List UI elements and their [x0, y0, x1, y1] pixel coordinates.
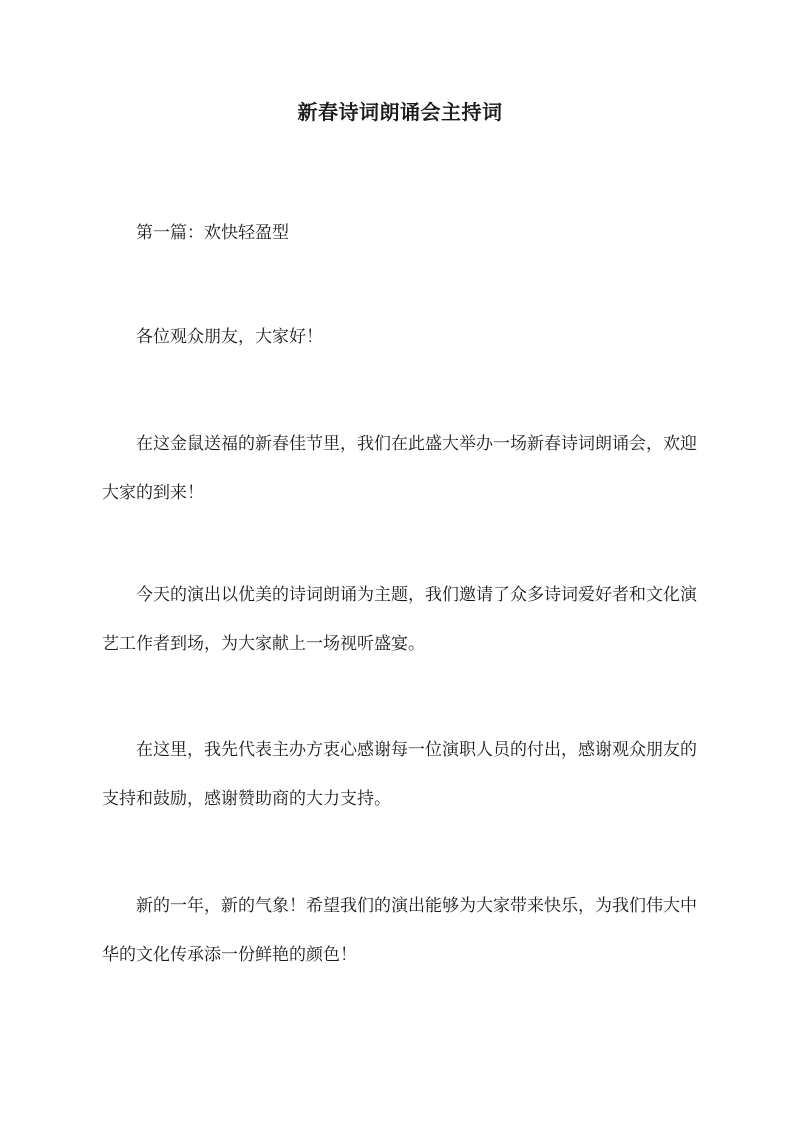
paragraph-greeting: 各位观众朋友，大家好！: [136, 327, 323, 347]
paragraph-welcome: 在这金鼠送福的新春佳节里，我们在此盛大举办一场新春诗词朗诵会，欢迎大家的到来！: [102, 434, 697, 503]
paragraph-theme: 今天的演出以优美的诗词朗诵为主题，我们邀请了众多诗词爱好者和文化演艺工作者到场，为大家献上一场视听盛宴。: [102, 585, 697, 654]
paragraph-thanks: 在这里，我先代表主办方衷心感谢每一位演职人员的付出，感谢观众朋友的支持和鼓励，感谢赞助商的大力支持。: [102, 740, 697, 809]
document-title: 新春诗词朗诵会主持词: [297, 100, 503, 124]
paragraph-wishes: 新的一年，新的气象！希望我们的演出能够为大家带来快乐，为我们伟大中华的文化传承添一份鲜艳的颜色！: [102, 896, 697, 965]
section-heading: 第一篇：欢快轻盈型: [136, 223, 289, 243]
